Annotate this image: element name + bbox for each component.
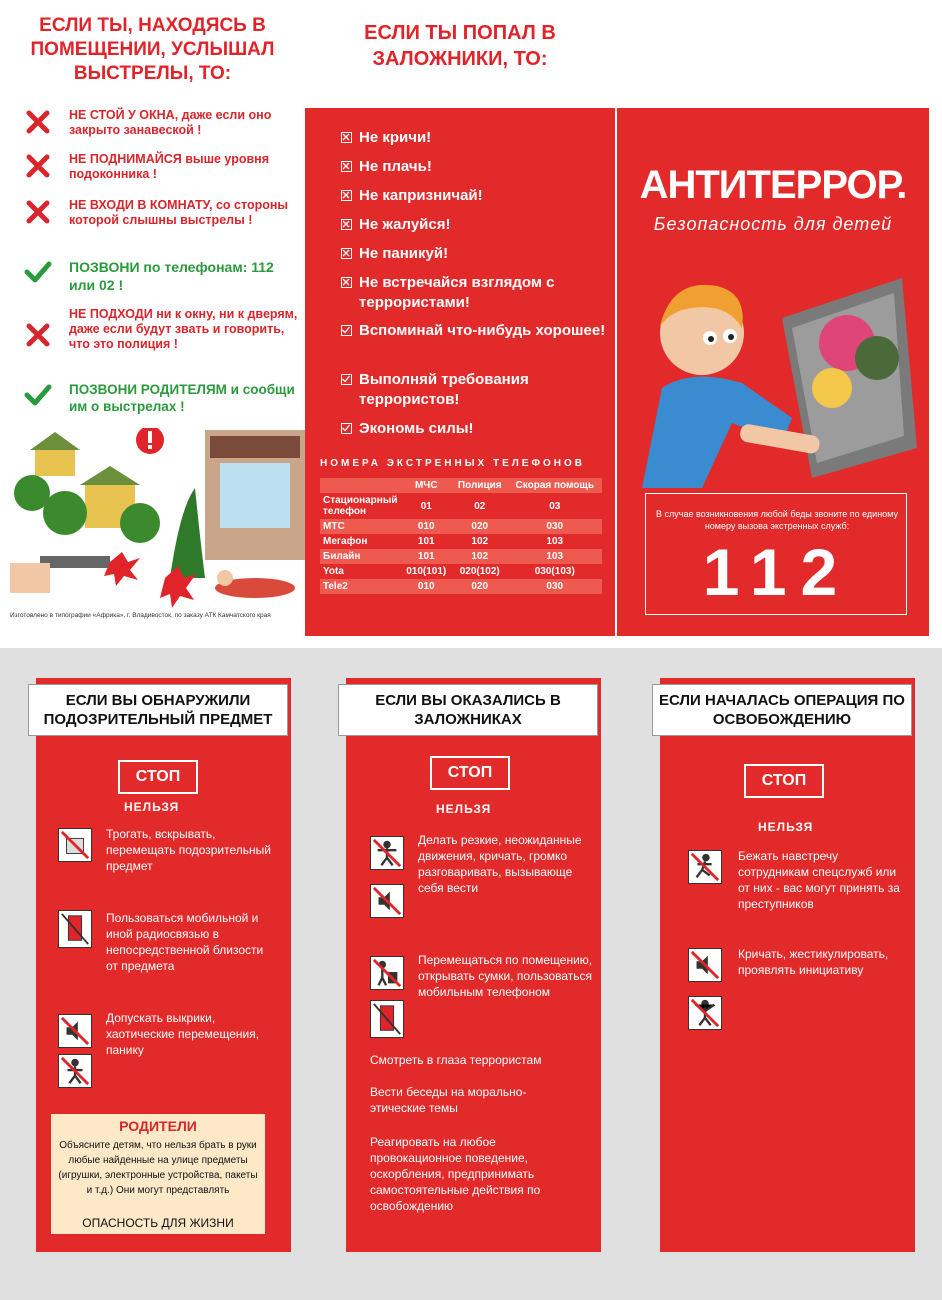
table-header-cell: МЧС <box>414 480 438 491</box>
item-text: Не встречайся взглядом с террористами! <box>359 274 555 311</box>
printer-credit: Изготовлено в типографии «Африка», г. Владивосток, по заказу АТК Камчатского края <box>10 612 271 619</box>
emergency-number: 112 <box>702 535 852 609</box>
no-gestures-icon <box>688 996 722 1030</box>
table-cell: Tele2 <box>323 581 348 592</box>
rule-text: Смотреть в глаза террористам <box>370 1053 542 1067</box>
list-item <box>347 370 607 410</box>
stop-sign: СТОП <box>118 760 198 794</box>
item-text: Не жалуйся! <box>359 216 451 233</box>
item-text: Не капризничай! <box>359 187 483 204</box>
rule-text: Трогать, вскрывать, перемещать подозрительный предмет <box>106 827 271 873</box>
list-item <box>347 186 607 206</box>
list-item <box>347 244 607 264</box>
table-row <box>320 519 602 534</box>
item-text: Не кричи! <box>359 129 432 146</box>
panel-cover <box>617 108 929 636</box>
item-text: Выполняй требования террористов! <box>359 371 529 408</box>
item-bold: НЕ ПОДХОДИ <box>69 307 153 321</box>
panel-shots-title: ЕСЛИ ТЫ, НАХОДЯСЬ В ПОМЕЩЕНИИ, УСЛЫШАЛ ВЫСТРЕЛЫ, ТО: <box>30 15 275 84</box>
column-hostages <box>346 678 601 1252</box>
no-phone-icon <box>370 1000 404 1038</box>
table-cell: 01 <box>420 500 432 512</box>
leaflet-back <box>0 648 942 1300</box>
table-cell: 103 <box>546 551 564 562</box>
boy-laptop-illustration <box>632 248 922 488</box>
list-item <box>347 419 607 439</box>
parents-danger: ОПАСНОСТЬ ДЛЯ ЖИЗНИ <box>82 1216 234 1230</box>
list-item <box>347 321 607 341</box>
no-shouting-icon <box>370 884 404 918</box>
table-cell: 103 <box>546 536 564 547</box>
item-text: Не паникуй! <box>359 245 449 262</box>
item-bold: НЕ СТОЙ У ОКНА, <box>69 108 179 122</box>
item-rest: по телефонам: 112 или 02 ! <box>69 259 274 293</box>
item-bold: НЕ ПОДНИМАЙСЯ <box>69 152 182 166</box>
table-row <box>320 534 602 549</box>
panel-hostage-title: ЕСЛИ ТЫ ПОПАЛ В ЗАЛОЖНИКИ, ТО: <box>364 22 556 70</box>
parents-note <box>51 1114 265 1234</box>
panel-shots <box>0 0 305 636</box>
column-title: ЕСЛИ НАЧАЛАСЬ ОПЕРАЦИЯ ПО ОСВОБОЖДЕНИЮ <box>652 684 912 736</box>
panel-hostage <box>305 108 615 636</box>
table-row <box>320 564 602 579</box>
forbidden-label: НЕЛЬЗЯ <box>436 802 492 816</box>
cross-icon <box>24 321 52 349</box>
column-title: ЕСЛИ ВЫ ОБНАРУЖИЛИ ПОДОЗРИТЕЛЬНЫЙ ПРЕДМЕТ <box>28 684 288 736</box>
stop-sign: СТОП <box>430 756 510 790</box>
forbidden-label: НЕЛЬЗЯ <box>124 800 180 814</box>
item-rest: выше уровня подоконника ! <box>69 152 269 181</box>
item-text: Не плачь! <box>359 158 432 175</box>
no-shouting-icon <box>688 948 722 982</box>
list-item <box>347 273 607 313</box>
column-rescue-operation <box>660 678 915 1252</box>
list-item <box>20 307 300 371</box>
leaflet-front <box>0 0 942 645</box>
rule-text: Реагировать на любое провокационное поведение, оскорбления, предпринимать самостоятельные действия по освобождению <box>370 1135 541 1213</box>
column-title: ЕСЛИ ВЫ ОКАЗАЛИСЬ В ЗАЛОЖНИКАХ <box>338 684 598 736</box>
checkbox-check-icon <box>341 423 352 434</box>
no-moving-icon <box>370 956 404 990</box>
table-header-cell: Полиция <box>457 480 502 491</box>
table-cell: 030(103) <box>534 566 575 577</box>
table-cell: 010 <box>417 581 435 592</box>
parents-title: РОДИТЕЛИ <box>119 1118 197 1134</box>
list-item <box>20 258 300 298</box>
no-phone-icon <box>58 910 92 948</box>
parents-text: Объясните детям, что нельзя брать в руки любые найденные на улице предметы (игрушки, электронные устройства, пакеты и т.д.) Они могут представлять <box>58 1140 258 1196</box>
no-sudden-moves-icon <box>370 836 404 870</box>
list-item <box>20 152 300 192</box>
cross-icon <box>24 198 52 226</box>
checkbox-cross-icon <box>341 277 352 288</box>
table-cell: 102 <box>471 551 489 562</box>
item-bold: ПОЗВОНИ <box>69 259 140 275</box>
table-cell: Yota <box>323 566 344 577</box>
list-item <box>20 198 300 248</box>
list-item <box>347 215 607 235</box>
table-header-cell: Скорая помощь <box>515 480 594 491</box>
table-cell: 020 <box>471 581 489 592</box>
table-cell: 030 <box>546 581 564 592</box>
cross-icon <box>24 108 52 136</box>
no-running-icon <box>688 850 722 884</box>
checkbox-check-icon <box>341 325 352 336</box>
rule-text: Бежать навстречу сотрудникам спецслужб или от них - вас могут принять за преступников <box>738 849 900 911</box>
no-shouting-icon <box>58 1014 92 1048</box>
table-header-row <box>320 478 602 493</box>
table-cell: 101 <box>417 551 435 562</box>
check-icon <box>24 381 52 409</box>
list-item <box>20 108 300 148</box>
table-row <box>320 493 602 519</box>
emergency-box <box>645 493 907 615</box>
checkbox-cross-icon <box>341 248 352 259</box>
item-rest: даже если оно закрыто занавеской ! <box>69 108 272 137</box>
rule-text: Допускать выкрики, хаотические перемещения, панику <box>106 1011 260 1057</box>
no-panic-icon <box>58 1054 92 1088</box>
table-cell: 102 <box>471 536 489 547</box>
checkbox-cross-icon <box>341 132 352 143</box>
table-row <box>320 579 602 594</box>
checkbox-cross-icon <box>341 219 352 230</box>
phones-title: НОМЕРА ЭКСТРЕННЫХ ТЕЛЕФОНОВ <box>320 458 585 469</box>
checkbox-check-icon <box>341 374 352 385</box>
table-cell: 101 <box>417 536 435 547</box>
item-rest: ни к окну, ни к дверям, даже если будут звать и говорить, что это полиция ! <box>69 307 298 351</box>
table-header-cell <box>320 478 401 493</box>
item-rest: со стороны которой слышны выстрелы ! <box>69 198 289 227</box>
item-text: Экономь силы! <box>359 420 474 437</box>
table-cell: Мегафон <box>323 536 368 547</box>
phones-table <box>320 478 602 594</box>
table-row <box>320 549 602 564</box>
table-cell: 02 <box>474 500 486 512</box>
checkbox-cross-icon <box>341 161 352 172</box>
item-text: Вспоминай что-нибудь хорошее! <box>359 322 606 339</box>
rule-text: Перемещаться по помещению, открывать сумки, пользоваться мобильным телефоном <box>418 953 593 999</box>
table-cell: 030 <box>546 521 564 532</box>
list-item <box>347 157 607 177</box>
forbidden-label: НЕЛЬЗЯ <box>758 820 814 834</box>
table-cell: Стационарный телефон <box>323 495 398 517</box>
table-cell: 010 <box>417 521 435 532</box>
cross-icon <box>24 152 52 180</box>
panel-hostage-header <box>305 0 615 108</box>
check-icon <box>24 258 52 286</box>
checkbox-cross-icon <box>341 190 352 201</box>
table-cell: 020(102) <box>459 566 500 577</box>
rule-text: Вести беседы на морально-этические темы <box>370 1085 527 1115</box>
rule-text: Кричать, жестикулировать, проявлять инициативу <box>738 947 889 977</box>
item-bold: НЕ ВХОДИ В КОМНАТУ, <box>69 198 213 212</box>
emergency-note: В случае возникновения любой беды звоните по единому номеру вызова экстренных служб: <box>656 509 898 531</box>
brand-logo: АНТИТЕРРОР. <box>639 163 907 207</box>
table-cell: Билайн <box>323 551 361 562</box>
stop-sign: СТОП <box>744 764 824 798</box>
table-cell: 010(101) <box>406 566 447 577</box>
column-suspicious-object <box>36 678 291 1252</box>
table-cell: МТС <box>323 521 345 532</box>
houses-window-illustration <box>10 428 305 613</box>
table-cell: 03 <box>549 500 561 512</box>
item-bold: ПОЗВОНИ РОДИТЕЛЯМ <box>69 382 227 397</box>
item-rest: и сообщи им о выстрелах ! <box>69 382 295 414</box>
brand-subtitle: Безопасность для детей <box>653 214 893 234</box>
table-cell: 020 <box>471 521 489 532</box>
rule-text: Делать резкие, неожиданные движения, кричать, громко разговаривать, вызывающе себя вести <box>418 833 582 895</box>
list-item <box>347 128 607 148</box>
list-item <box>20 381 300 421</box>
no-touch-icon <box>58 828 92 862</box>
rule-text: Пользоваться мобильной и иной радиосвязью в непосредственной близости от предмета <box>106 911 264 973</box>
